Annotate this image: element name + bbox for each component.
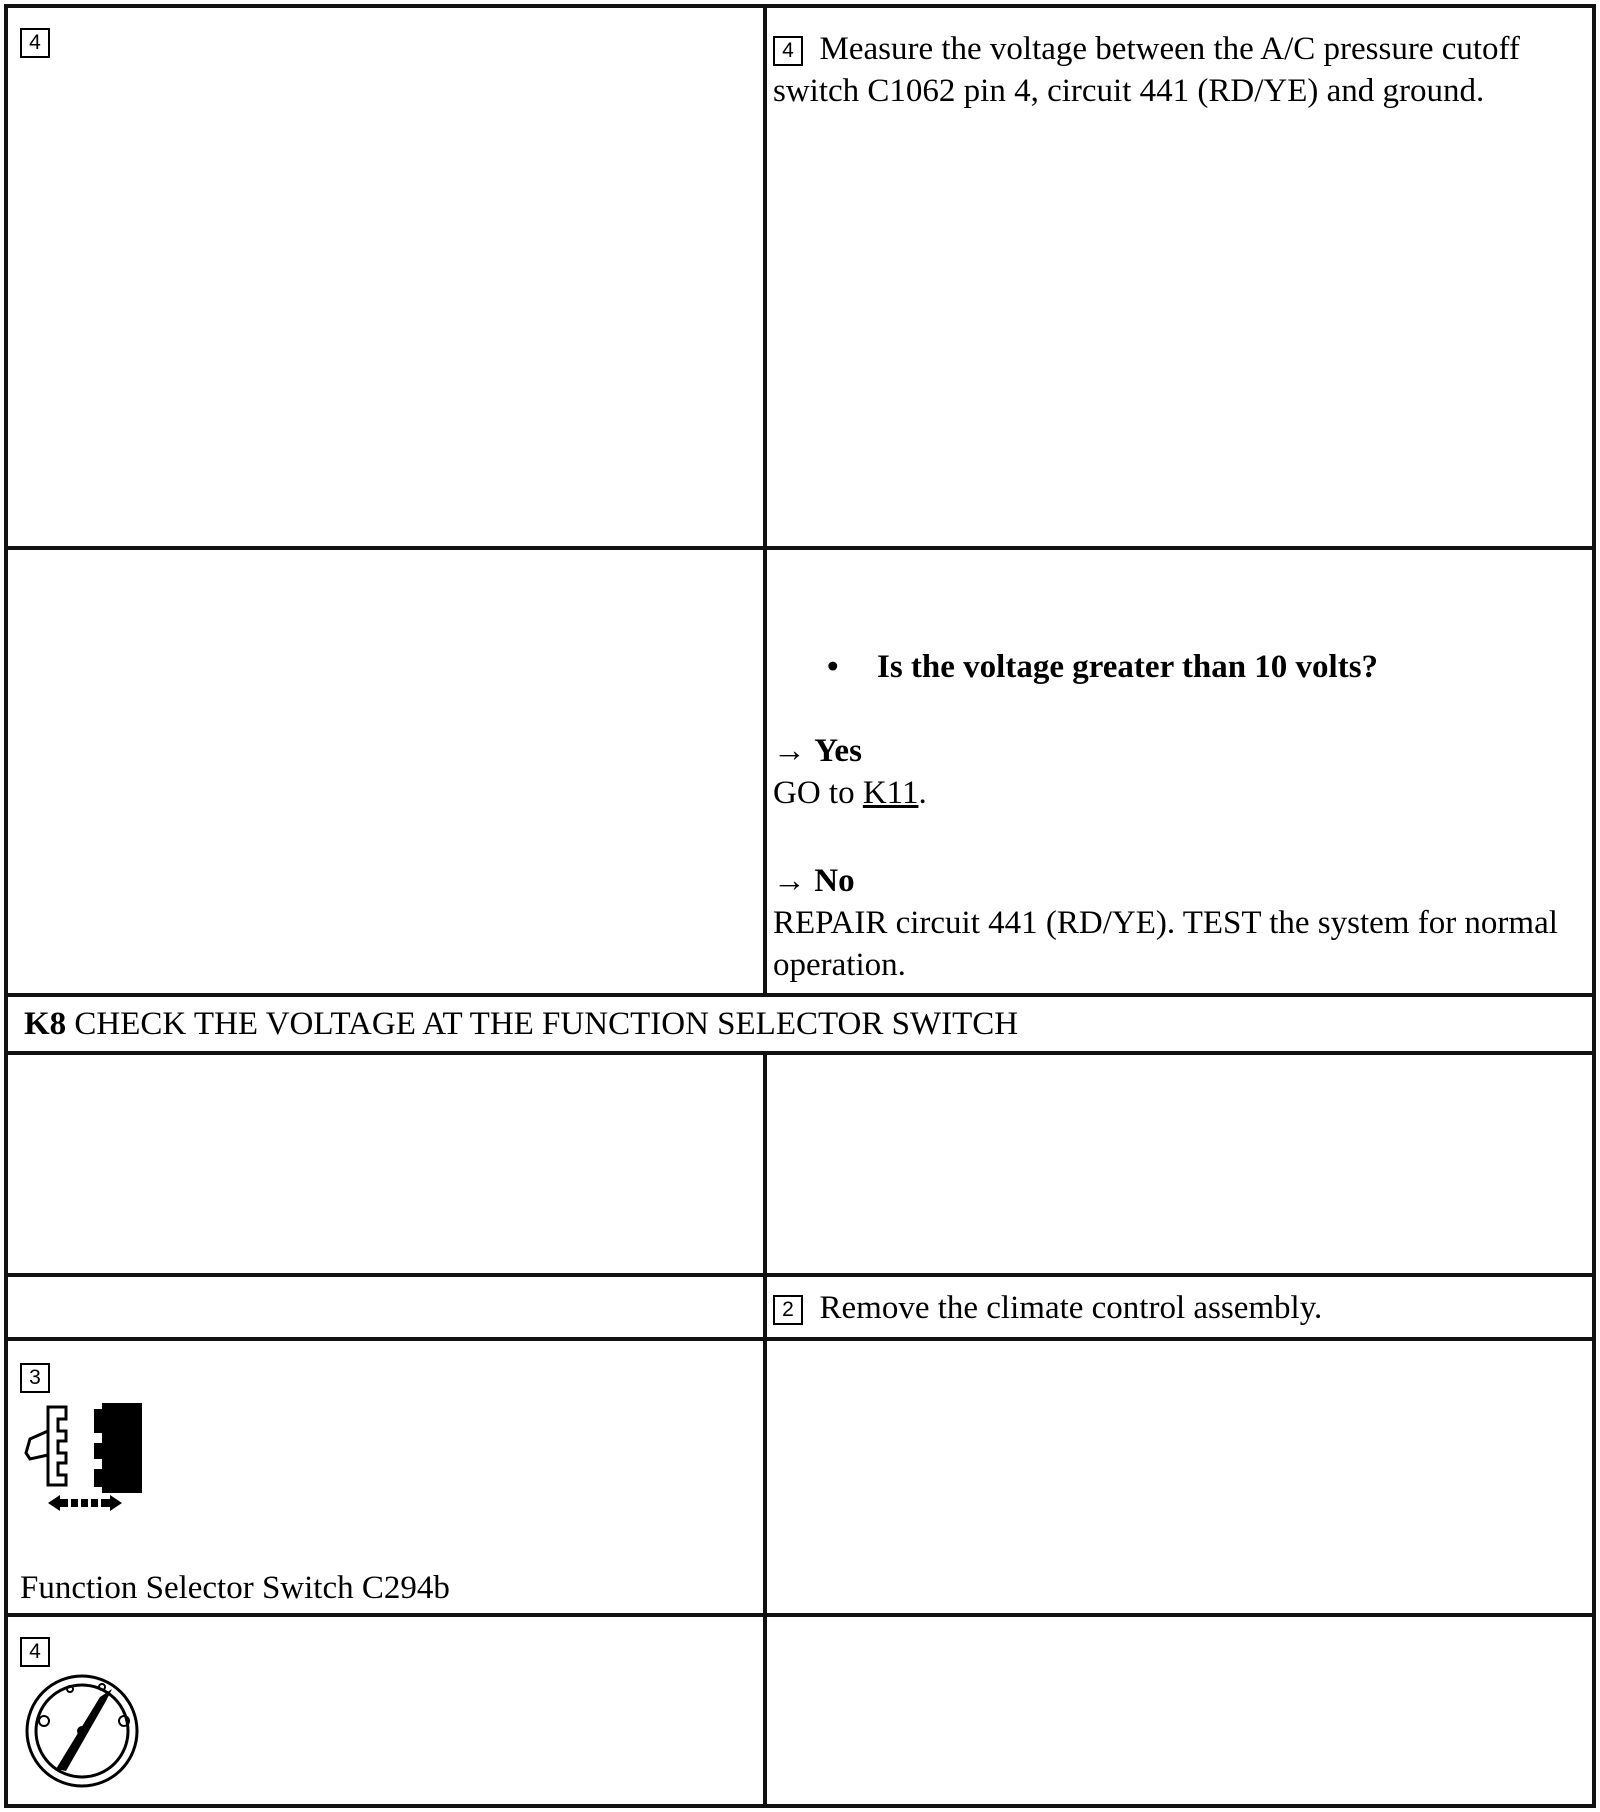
- step-number-box: 4: [773, 36, 803, 66]
- no-action: REPAIR circuit 441 (RD/YE). TEST the system for normal operation.: [773, 905, 1558, 983]
- step-number-box: 3: [20, 1363, 50, 1393]
- no-answer: [773, 860, 855, 902]
- section-title-text: CHECK THE VOLTAGE AT THE FUNCTION SELECTOR SWITCH: [66, 1006, 1019, 1042]
- row1-left-step: [20, 20, 50, 62]
- row4-left-cell: [4, 1051, 767, 1277]
- yes-action-prefix: GO to: [773, 775, 863, 811]
- bullet-question: [827, 646, 1378, 688]
- yes-action-suffix: .: [918, 775, 927, 811]
- row1-right-cell: [763, 4, 1596, 550]
- step-number-box: 2: [773, 1295, 803, 1325]
- step-id: K8: [24, 1006, 67, 1042]
- row1-left-cell: [4, 4, 767, 550]
- connector-disconnect-icon: [18, 1397, 148, 1517]
- row6-left-step: [20, 1355, 50, 1397]
- row7-right-cell: [763, 1613, 1596, 1808]
- k8-header-cell: [4, 993, 1596, 1055]
- no-label: No: [814, 863, 855, 899]
- ignition-switch-icon: [22, 1671, 142, 1791]
- instruction-text: Remove the climate control assembly.: [819, 1290, 1323, 1326]
- step-number-box: 4: [20, 28, 50, 58]
- row7-left-step: [20, 1629, 50, 1671]
- k11-link[interactable]: K11: [862, 775, 919, 811]
- bullet: •: [827, 649, 839, 685]
- yes-action: [773, 772, 927, 814]
- row4-right-cell: [763, 1051, 1596, 1277]
- row6-left-cell: [4, 1337, 767, 1617]
- arrow-right-icon: →: [773, 863, 806, 899]
- row5-instruction: [773, 1287, 1322, 1329]
- row2-right-cell: [763, 546, 1596, 997]
- row5-left-cell: [4, 1273, 767, 1341]
- yes-answer: [773, 730, 862, 772]
- row6-right-cell: [763, 1337, 1596, 1617]
- yes-label: Yes: [814, 733, 862, 769]
- instruction-text: Measure the voltage between the A/C pressure cutoff switch C1062 pin 4, circuit 441 (RD/YE) and ground.: [773, 31, 1520, 109]
- row2-left-cell: [4, 546, 767, 997]
- row1-instruction: [773, 28, 1573, 112]
- question-text: Is the voltage greater than 10 volts?: [877, 649, 1379, 685]
- section-title: [24, 1003, 1018, 1045]
- step-number-box: 4: [20, 1637, 50, 1667]
- row7-left-cell: [4, 1613, 767, 1808]
- arrow-right-icon: →: [773, 733, 806, 769]
- connector-caption: Function Selector Switch C294b: [20, 1570, 450, 1606]
- row5-right-cell: [763, 1273, 1596, 1341]
